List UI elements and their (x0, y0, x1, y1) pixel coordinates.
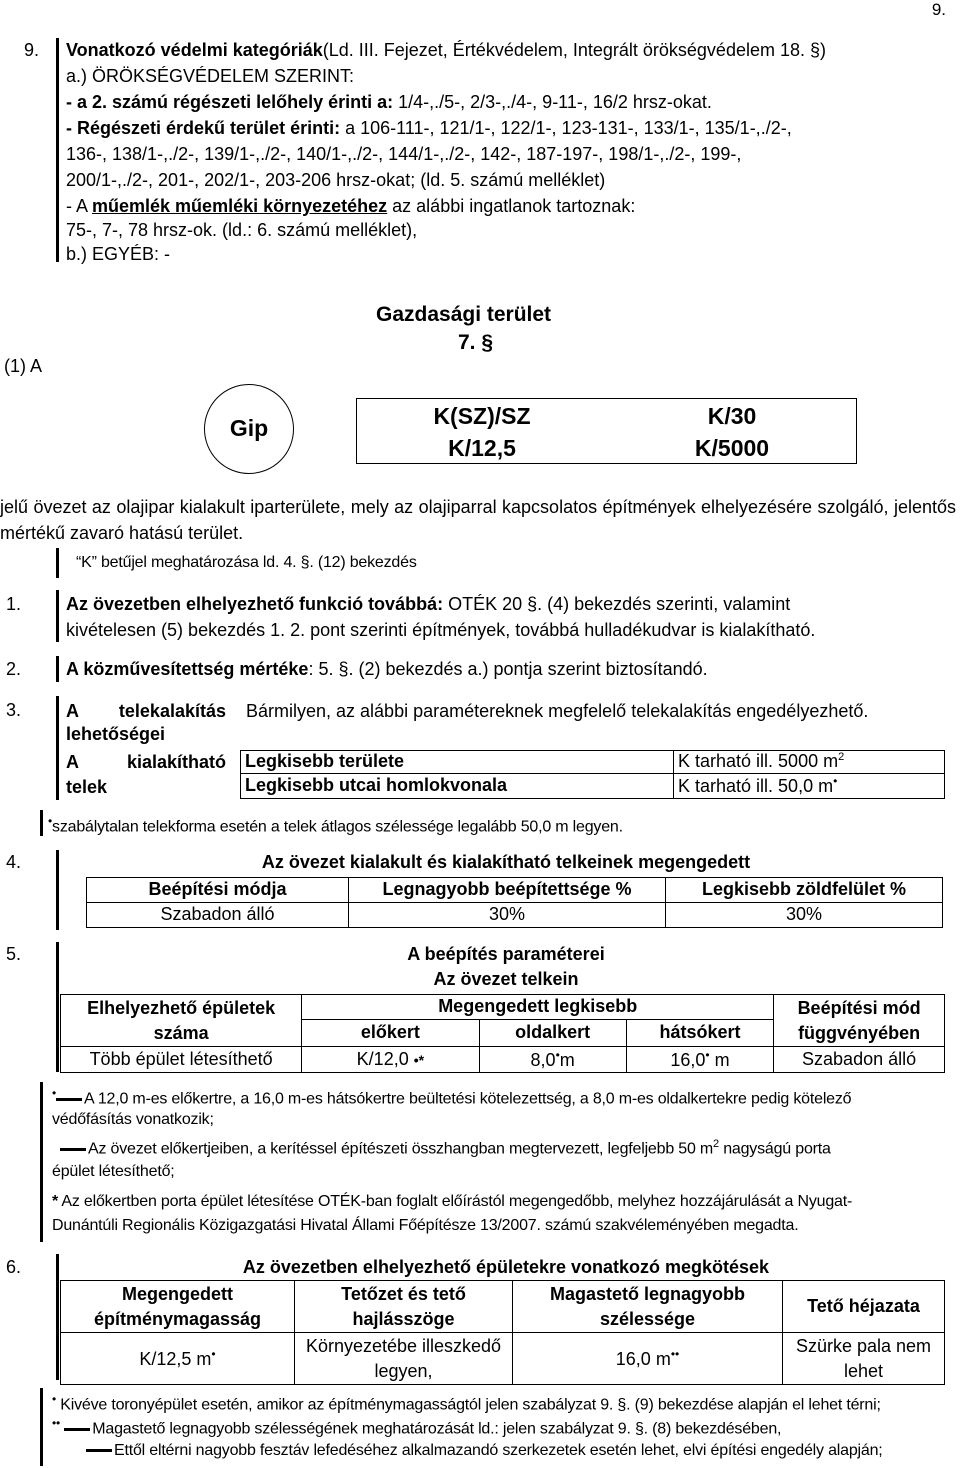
p4-table (86, 877, 943, 928)
p6-table (60, 1280, 945, 1385)
p3-table (240, 750, 945, 799)
table-row (87, 903, 943, 928)
p5-notes-bar (40, 1082, 43, 1242)
p3-h1-value: Bármilyen, az alábbi paramétereknek megfelelő telekalakítás engedélyezhető. (246, 701, 869, 721)
s9-line4: 200/1-,./2-, 201-, 202/1-, 203-206 hrsz-okat; (ld. 5. számú melléklet) (66, 170, 606, 190)
p3-bar (56, 696, 59, 800)
p1-bar (56, 590, 59, 642)
zone-box-item: K/5000 (694, 435, 770, 461)
p1-line1: Az övezetben elhelyezhető funkció továbbá: OTÉK 20 §. (4) bekezdés szerinti, valamint (66, 594, 791, 614)
p3-h2: A kialakítható telek (66, 752, 226, 797)
p6-v3: 16,0 m•• (513, 1333, 783, 1385)
p6-v1: K/12,5 m• (61, 1333, 295, 1385)
p6-header: Magastető legnagyobb szélessége (513, 1281, 783, 1333)
table-row (241, 751, 945, 774)
s9-line3: 136-, 138/1-,./2-, 139/1-,./2-, 140/1-,./2-, 144/1-,./2-, 142-, 187-197-, 198/1-,./2-, 199-, (66, 144, 742, 164)
p2-number: 2. (6, 659, 22, 679)
p5-note2b: épület létesíthető; (52, 1163, 175, 1180)
p4-value: Szabadon álló (87, 903, 349, 928)
p6-note2: •• Magastető legnagyobb szélességének meghatározását ld.: jelen szabályzat 9. §. (8) bekezdésében, (52, 1416, 782, 1438)
zone-description: jelű övezet az olajipar kialakult iparterülete, mely az olajiparral kapcsolatos építmények elhelyezésére szolgáló, jelentős mértékű zavaró hatású terület. (0, 497, 956, 543)
p5-v1: Több épület létesíthető (61, 1047, 302, 1073)
s9-line6: 75-, 7-, 78 hrsz-ok. (ld.: 6. számú melléklet), (66, 220, 418, 240)
zone-code-circle: Gip (204, 384, 294, 474)
p5-note1: • A 12,0 m-es előkertre, a 16,0 m-es hátsókertre beültetési kötelezettség, a 8,0 m-es oldalkertekre pedig kötelező (52, 1086, 852, 1108)
p5-col2: Megengedett legkisebb (302, 995, 774, 1020)
table-row (241, 774, 945, 799)
p5-col2c: hátsókert (626, 1019, 773, 1046)
p5-note2: Az övezet előkertjeiben, a kerítéssel építészeti összhangban megtervezett, legfeljebb 50 $m^2$ nagyságú porta (60, 1138, 831, 1159)
p6-v4: Szürke pala nem lehet (783, 1333, 945, 1385)
p5-bar (56, 942, 59, 1072)
s9-line1: - a 2. számú régészeti lelőhely érinti a: 1/4-,./5-, 2/3-,./4-, 9-11-, 16/2 hrsz-okat. (66, 92, 712, 112)
p6-number: 6. (6, 1257, 22, 1277)
s9-line2: - Régészeti érdekű terület érinti: a 106-111-, 121/1-, 122/1-, 123-131-, 133/1-, 135/1-,./2-, (66, 118, 792, 138)
zone-prefix: (1) A (4, 356, 43, 376)
zone-box (356, 398, 857, 464)
zone-box-item: K(SZ)/SZ (433, 403, 531, 429)
p4-value: 30% (666, 903, 943, 928)
p4-header: Beépítési módja (87, 878, 349, 903)
p5-title: A beépítés paraméterei (407, 944, 605, 964)
p5-col2a: előkert (302, 1019, 479, 1046)
s9-a-heading: a.) ÖRÖKSÉGVÉDELEM SZERINT: (66, 66, 355, 86)
p5-number: 5. (6, 944, 22, 964)
table-row (87, 878, 943, 903)
p6-note3: Ettől eltérni nagyobb fesztáv lefedéséhez alkalmazandó szerkezetek esetén lehet, elvi építési engedély alapján; (86, 1441, 883, 1460)
p5-note1b: védőfásítás vonatkozik; (52, 1111, 214, 1128)
p5-col2b: oldalkert (479, 1019, 626, 1046)
p4-value: 30% (349, 903, 666, 928)
s9-bar (56, 38, 59, 262)
zone-box-item: K/12,5 (448, 435, 516, 461)
p5-note3b: Dunántúli Regionális Közigazgatási Hivatal Állami Főépítésze 13/2007. számú szakvéleményében megadta. (52, 1217, 799, 1234)
zone-title: Gazdasági terület (376, 303, 552, 326)
p5-note3: * Az előkertben porta épület létesítése OTÉK-ban foglalt előírástól megengedőbb, melyhez hozzájárulását a Nyugat- (52, 1193, 853, 1210)
page-number: 9. (931, 0, 946, 19)
p3-r2-value: K tarható ill. 50,0 m• (674, 774, 945, 799)
p3-note: •szabálytalan telekforma esetén a telek átlagos szélessége legalább 50,0 m legyen. (48, 814, 623, 836)
table-row (61, 1281, 945, 1333)
p6-header: Tetőzet és tető hajlásszöge (295, 1281, 513, 1333)
s9-line5: - A műemlék műemléki környezetéhez az alábbi ingatlanok tartoznak: (66, 196, 636, 216)
p5-v4: 16,0• m (626, 1047, 773, 1073)
p4-header: Legnagyobb beépítettsége % (349, 878, 666, 903)
p5-v5: Szabadon álló (774, 1047, 945, 1073)
p5-v3: 8,0•m (479, 1047, 626, 1073)
p1-number: 1. (6, 594, 22, 614)
p4-header: Legkisebb zöldfelület % (666, 878, 943, 903)
p5-col3: Beépítési mód függvényében (774, 995, 945, 1047)
p4-bar (56, 850, 59, 930)
p6-note1: • Kivéve toronyépület esetén, amikor az építménymagasságtól jelen szabályzat 9. §. (9) bekezdése alapján el lehet térni; (52, 1392, 881, 1414)
table-row (61, 995, 945, 1020)
p3-r1-value: K tarható ill. 5000 $m^2$ (674, 751, 945, 774)
p6-title: Az övezetben elhelyezhető épületekre vonatkozó megkötések (242, 1257, 770, 1277)
p5-table (60, 994, 945, 1073)
p6-header: Megengedett építménymagasság (61, 1281, 295, 1333)
table-row (61, 1047, 945, 1073)
zone-section: 7. § (458, 331, 494, 354)
p6-notes-bar (40, 1388, 43, 1466)
p4-title: Az övezet kialakult és kialakítható telkeinek megengedett (261, 852, 751, 872)
p6-header: Tető héjazata (783, 1281, 945, 1333)
p4-number: 4. (6, 852, 22, 872)
s9-title: Vonatkozó védelmi kategóriák(Ld. III. Fejezet, Értékvédelem, Integrált örökségvédelem 18. §) (66, 40, 826, 60)
p3-r1-label: Legkisebb területe (241, 751, 674, 774)
p5-col1: Elhelyezhető épületek száma (61, 995, 302, 1047)
zone-box-item: K/30 (707, 403, 757, 429)
p5-v2: K/12,0 •* (302, 1047, 479, 1073)
p3-note-bar (40, 810, 43, 836)
s9-number: 9. (24, 40, 40, 60)
zone-note: “K” betűjel meghatározása ld. 4. §. (12) bekezdés (76, 554, 417, 571)
zone-note-bar (56, 548, 59, 578)
p6-v2: Környezetébe illeszkedő legyen, (295, 1333, 513, 1385)
p3-r2-label: Legkisebb utcai homlokvonala (241, 774, 674, 799)
p3-number: 3. (6, 700, 22, 720)
p3-h1: A telekalakítás lehetőségei (66, 701, 226, 744)
p2-line: A közművesítettség mértéke: 5. §. (2) bekezdés a.) pontja szerint biztosítandó. (66, 659, 708, 679)
p1-line2: kivételesen (5) bekezdés 1. 2. pont szerinti építmények, továbbá hulladékudvar is kialakítható. (66, 620, 816, 640)
p2-bar (56, 656, 59, 682)
table-row (61, 1333, 945, 1385)
s9-b-heading: b.) EGYÉB: - (66, 244, 171, 264)
p5-subtitle: Az övezet telkein (433, 969, 579, 989)
p6-bar (56, 1254, 59, 1380)
